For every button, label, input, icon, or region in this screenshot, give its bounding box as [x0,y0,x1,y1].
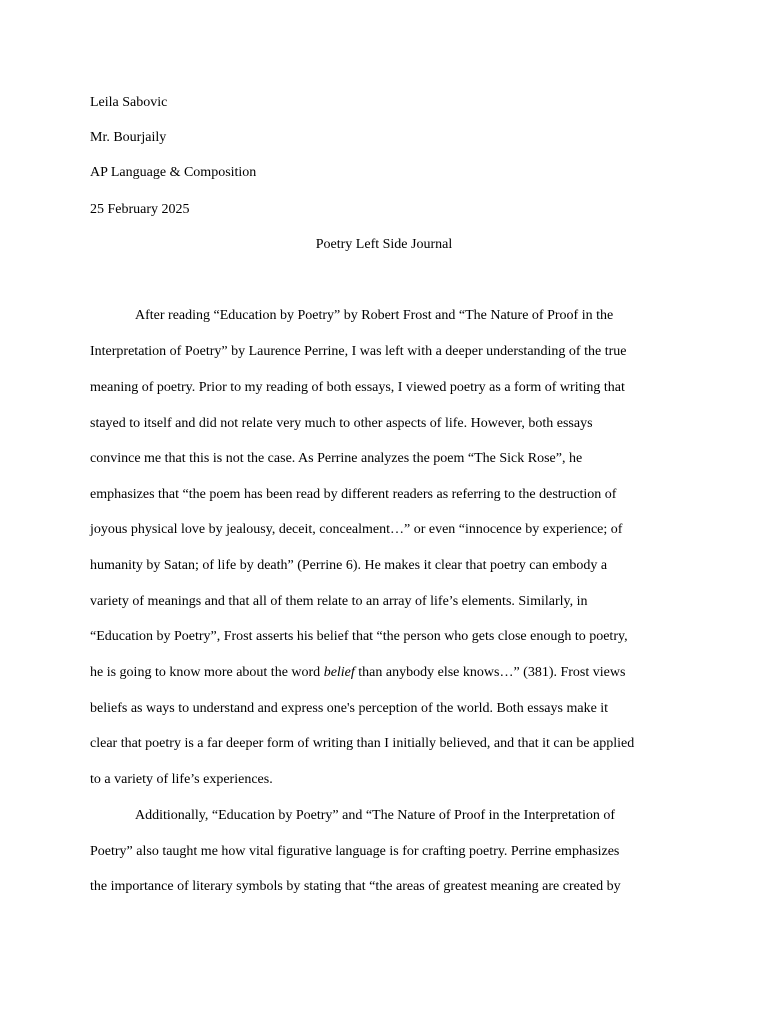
course-name: AP Language & Composition [90,165,257,180]
paragraph-1-line: variety of meanings and that all of them relate to an array of life’s elements. Similarly, in [90,594,588,609]
paragraph-1-line: beliefs as ways to understand and express one's perception of the world. Both essays make it [90,701,609,716]
paragraph-1-line: Interpretation of Poetry” by Laurence Perrine, I was left with a deeper understanding of the true [90,344,627,359]
paragraph-1-line: meaning of poetry. Prior to my reading of both essays, I viewed poetry as a form of writing that [90,380,625,395]
line-text-after: than anybody else knows…” (381). Frost views [354,665,626,680]
paragraph-1-line: clear that poetry is a far deeper form of writing than I initially believed, and that it can be applied [90,736,635,751]
paragraph-1-line-belief [90,666,625,680]
paragraph-1-line: After reading “Education by Poetry” by Robert Frost and “The Nature of Proof in the [135,308,614,323]
paragraph-1-line: “Education by Poetry”, Frost asserts his belief that “the person who gets close enough to poetry, [90,629,628,644]
paragraph-1-line: convince me that this is not the case. As Perrine analyzes the poem “The Sick Rose”, he [90,451,583,466]
italic-word-belief: belief [323,665,355,680]
paragraph-1-line: emphasizes that “the poem has been read by different readers as referring to the destruction of [90,487,617,502]
essay-date: 25 February 2025 [90,202,190,217]
paragraph-1-line: stayed to itself and did not relate very much to other aspects of life. However, both essays [90,416,593,431]
line-text-before: he is going to know more about the word [90,665,324,680]
paragraph-1-line: to a variety of life’s experiences. [90,772,273,787]
teacher-name: Mr. Bourjaily [90,130,167,145]
paragraph-2-line: Additionally, “Education by Poetry” and “The Nature of Proof in the Interpretation of [135,808,615,823]
author-name: Leila Sabovic [90,95,168,110]
paragraph-1-line: joyous physical love by jealousy, deceit, concealment…” or even “innocence by experience; of [90,522,623,537]
paragraph-2-line: the importance of literary symbols by stating that “the areas of greatest meaning are created by [90,879,621,894]
essay-title: Poetry Left Side Journal [315,237,453,252]
paragraph-2-line: Poetry” also taught me how vital figurative language is for crafting poetry. Perrine emphasizes [90,844,620,859]
paragraph-1-line: humanity by Satan; of life by death” (Perrine 6). He makes it clear that poetry can embody a [90,558,608,573]
